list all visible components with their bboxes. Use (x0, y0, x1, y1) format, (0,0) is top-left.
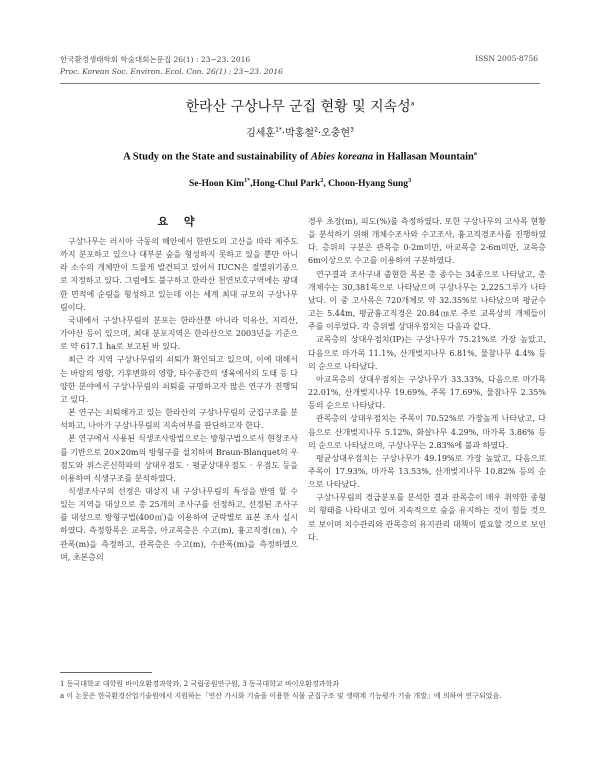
abstract-paragraph: 평균상대우점치는 구상나무가 49.19%로 가장 높았고, 다음으로 주목이 17.93%, 마가목 13.53%, 산개벚지나무 10.82% 등의 순으로 나타났다. (308, 453, 546, 490)
abstract-paragraph: 식생조사구의 선정은 대상지 내 구상나무림의 특성을 반영 할 수 있는 지역을 대상으로 총 25개의 조사구를 선정하고, 선정된 조사구를 대상으로 방형구법(400㎡)을 이용하여 군락별로 표본 조사 실시하였다. 측정항목은 교목층, 아교목층은 수고(m), 흉고직경(㎝), 수관폭(m)을 측정하고, 관목층은 수고(m), 수관폭(m)을 측정하였으며, 초본층의 (60, 486, 298, 562)
abstract-paragraph: 본 연구는 쇠퇴해가고 있는 한라산의 구상나무림의 군집구조를 분석하고, 나아가 구상나무림의 지속여부를 판단하고자 한다. (60, 408, 298, 431)
issn: ISSN 2005-8756 (475, 54, 538, 63)
authors-en (0, 178, 600, 189)
abstract-paragraph: 아교목층의 상대우점치는 구상나무가 33.33%, 다음으로 마가목 22.01%, 산개벚지나무 19.69%, 주목 17.69%, 물참나무 2.35% 등의 순으로 나타났다. (308, 374, 546, 411)
title-en-sup: a (473, 151, 477, 157)
title-ko-sup: a (410, 100, 415, 108)
author-en-3: , Choon-Hyang Sung (323, 179, 409, 190)
abstract-paragraph: 구상나무는 러시아 극동의 해안에서 한반도의 고산을 따라 제주도까지 분포하고 있으나 대부분 숲을 형성하지 못하고 있을 뿐만 아니라 소수의 개체만이 드물게 발견되고 있어서 IUCN은 절멸위기종으로 지정하고 있다. 그럼에도 불구하고 한라산 천연보호구역에는 광대한 면적에 순림을 형성하고 있는데 이는 세계 최대 규모의 구상나무림이다. (60, 237, 298, 312)
abstract-paragraph: 최근 각 지역 구상나무림의 쇠퇴가 확인되고 있으며, 이에 대해서는 바람의 영향, 기후변화의 영향, 타수종간의 생육에서의 도태 등 다양한 분야에서 구상나무림의 쇠퇴를 규명하고자 많은 연구가 진행되고 있다. (60, 355, 298, 404)
title-ko-text: 한라산 구상나무 군집 현황 및 지속성 (185, 99, 411, 115)
abstract-paragraph: 연구결과 조사구내 출현한 목본 총 종수는 34종으로 나타났고, 총 개체수는 30,381목으로 나타났으며 구상나무는 2,225그루가 나타났다. 이 중 고사목은 720개체로 약 32.35%로 나타났으며 평균수고는 5.44m, 평균흉고직경은 20.84㎝로 주로 교목상의 개체들이 주를 이루었다. 각 층위별 상대우점치는 다음과 같다. (308, 269, 546, 332)
author-ko-3: ·오충현 (317, 128, 351, 139)
footnote-funding: a 이 논문은 한국환경산업기술원에서 지원하는「연산 가시화 기술을 이용한 식물 군집구조 및 생태계 기능평가 기술 개발」에 의하여 연구되었음. (60, 692, 502, 700)
author-ko-1: 김세훈 (246, 128, 276, 139)
author-en-2: ,Hong-Chul Park (250, 179, 321, 190)
journal-header-ko: 한국환경생태학회 학술대회논문집 26(1) : 23~23. 2016 (60, 55, 251, 64)
paper-title-en (0, 151, 600, 163)
abstract-paragraph: 구상나무림의 경급분포를 분석한 결과 관목층이 매우 취약한 종형의 형태를 나타내고 있어 지속적으로 숲을 유지하는 것이 힘들 것으로 보이며 치수관리와 관목층의 유지관리 대책이 필요할 것으로 보인다. (308, 493, 546, 542)
authors-ko (0, 124, 600, 139)
title-en-post: in Hallasan Mountain (373, 151, 474, 163)
author-en-3-sup: 3 (408, 178, 412, 184)
author-en-1-sup: 1* (244, 178, 251, 184)
abstract-paragraph: 교목층의 상대우점치(IP)는 구상나무가 75.21%로 가장 높았고, 다음으로 마가목 11.1%, 산개벚지나무 6.81%, 물참나무 4.4% 등의 순으로 나타났다. (308, 335, 546, 371)
header-divider (60, 83, 540, 84)
footnote-affiliations: 1 동국대학교 대학원 바이오환경과학과, 2 국립공원연구원, 3 동국대학교 바이오환경과학과 (60, 680, 340, 688)
author-ko-1-sup: 1* (275, 126, 282, 134)
author-ko-2-sup: 2 (314, 126, 318, 134)
title-en-species: Abies koreana (311, 151, 374, 163)
title-en-pre: A Study on the State and sustainability of (123, 151, 312, 163)
abstract-paragraph: 경우 초장(m), 피도(%)를 측정하였다. 또한 구상나무의 고사목 현황을 분석하기 위해 개체수조사와 수고조사, 흉고직경조사를 진행하였다. 층위의 구분은 관목층 0-2m미만, 아교목층 2-6m미만, 교목층 6m이상으로 수고를 이용하여 구분하였다. (308, 217, 546, 266)
author-en-1: Se-Hoon Kim (188, 179, 245, 190)
author-en-2-sup: 2 (320, 178, 324, 184)
abstract-paragraph: 본 연구에서 사용된 식생조사방법으로는 방형구법으로서 현장조사를 기반으로 20×20m의 방형구를 설치하여 Braun-Blanquet의 우점도와 위스콘신학파의 상대우점도 · 평균상대우점도 · 우점도 등을 이용하여 식생구조를 분석하였다. (60, 434, 298, 483)
abstract-heading: 요 약 (157, 215, 201, 228)
abstract-paragraph: 국내에서 구상나무림의 분포는 한라산뿐 아니라 덕유산, 지리산, 가야산 등이 있으며, 최대 분포지역은 한라산으로 2003년을 기준으로 약 617.1 ha로 보고된 바 있다. (60, 315, 298, 352)
journal-header-en: Proc. Korean Soc. Environ. Ecol. Con. 26(1) : 23~23. 2016 (60, 67, 283, 76)
author-ko-3-sup: 3 (350, 126, 354, 134)
footnote-divider (60, 672, 152, 673)
abstract-left-column (60, 235, 298, 564)
paper-title-ko (0, 96, 600, 116)
author-ko-2: ·박홍철 (281, 128, 315, 139)
abstract-right-column (308, 215, 546, 544)
abstract-paragraph: 관목층의 상대우점치는 주목이 70.52%로 가장높게 나타났고, 다음으로 산개벚지나무 5.12%, 화살나무 4.29%, 마가목 3.86% 등의 순으로 나타났으며, 구상나무는 2.83%에 불과 하였다. (308, 414, 546, 450)
